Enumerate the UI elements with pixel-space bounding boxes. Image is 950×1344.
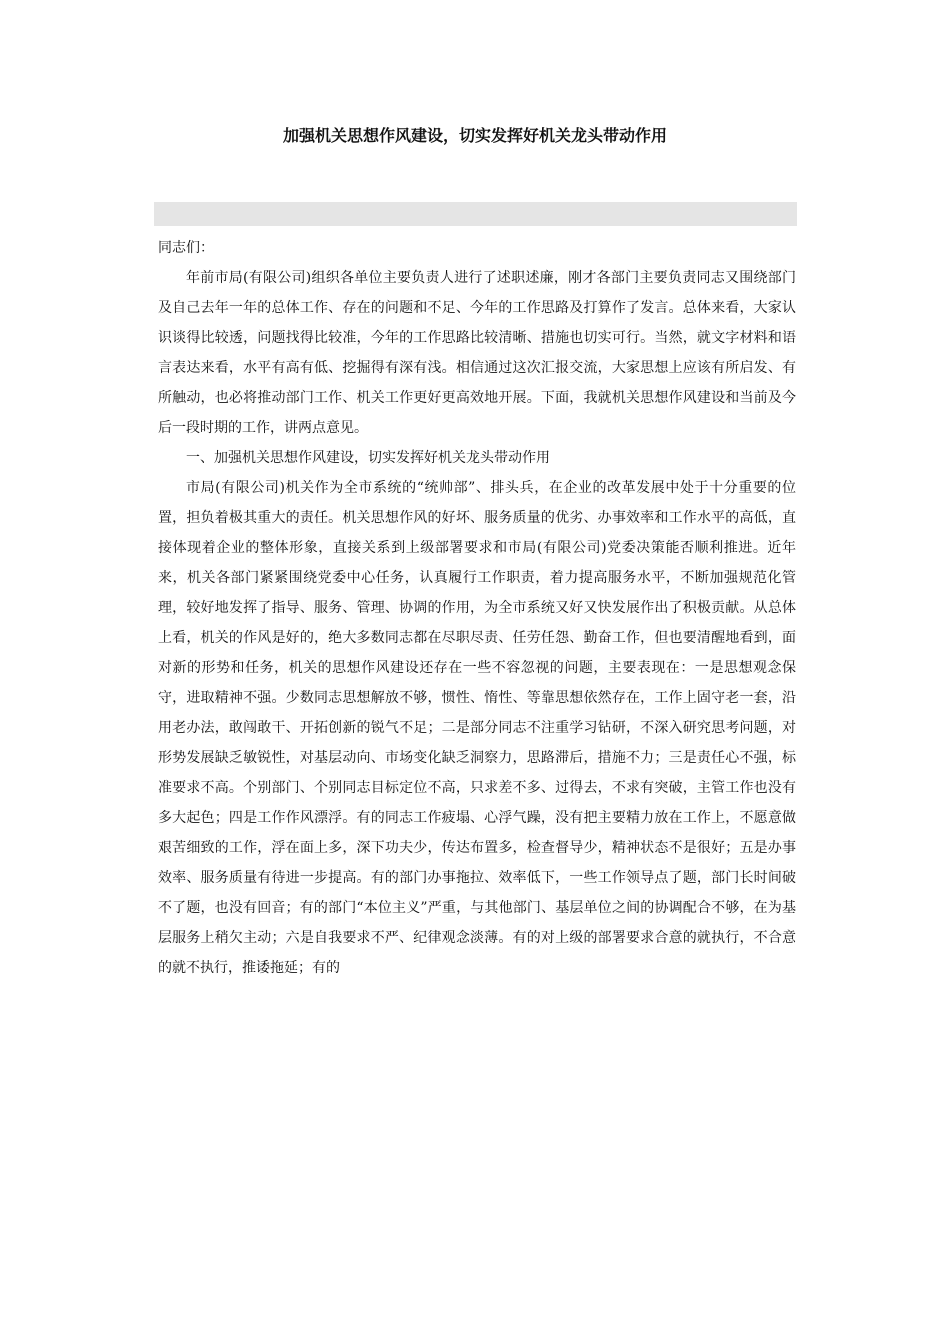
paragraph-intro: 年前市局(有限公司)组织各单位主要负责人进行了述职述廉，刚才各部门主要负责同志又围绕部门及自己去年一年的总体工作、存在的问题和不足、今年的工作思路及打算作了发言。总体来看，大家认识谈得比较透，问题找得比较准，今年的工作思路比较清晰、措施也切实可行。当然，就文字材料和语言表达来看，水平有高有低、挖掘得有深有浅。相信通过这次汇报交流，大家思想上应该有所启发、有所触动，也必将推动部门工作、机关工作更好更高效地开展。下面，我就机关思想作风建设和当前及今后一段时期的工作，讲两点意见。 [158, 270, 796, 436]
paragraph-section-1: 市局(有限公司)机关作为全市系统的“统帅部”、排头兵，在企业的改革发展中处于十分重要的位置，担负着极其重大的责任。机关思想作风的好坏、服务质量的优劣、办事效率和工作水平的高低，直接体现着企业的整体形象，直接关系到上级部署要求和市局(有限公司)党委决策能否顺利推进。近年来，机关各部门紧紧围绕党委中心任务，认真履行工作职责，着力提高服务水平，不断加强规范化管理，较好地发挥了指导、服务、管理、协调的作用，为全市系统又好又快发展作出了积极贡献。从总体上看，机关的作风是好的，绝大多数同志都在尽职尽责、任劳任怨、勤奋工作，但也要清醒地看到，面对新的形势和任务，机关的思想作风建设还存在一些不容忽视的问题，主要表现在：一是思想观念保守，进取精神不强。少数同志思想解放不够，惯性、惰性、等靠思想依然存在，工作上固守老一套，沿用老办法，敢闯敢干、开拓创新的锐气不足；二是部分同志不注重学习钻研，不深入研究思考问题，对形势发展缺乏敏锐性，对基层动向、市场变化缺乏洞察力，思路滞后，措施不力；三是责任心不强，标准要求不高。个别部门、个别同志目标定位不高，只求差不多、过得去，不求有突破，主管工作也没有多大起色；四是工作作风漂浮。有的同志工作疲塌、心浮气躁，没有把主要精力放在工作上，不愿意做艰苦细致的工作，浮在面上多，深下功夫少，传达布置多，检查督导少，精神状态不是很好；五是办事效率、服务质量有待进一步提高。有的部门办事拖拉、效率低下，一些工作领导点了题，部门长时间破不了题，也没有回音；有的部门“本位主义”严重，与其他部门、基层单位之间的协调配合不够，在为基层服务上稍欠主动；六是自我要求不严、纪律观念淡薄。有的对上级的部署要求合意的就执行，不合意的就不执行，推诿拖延；有的 [158, 480, 796, 976]
salutation: 同志们： [158, 240, 214, 256]
document-body [158, 233, 796, 983]
section-heading-1: 一、加强机关思想作风建设，切实发挥好机关龙头带动作用 [186, 450, 550, 466]
document-title: 加强机关思想作风建设，切实发挥好机关龙头带动作用 [282, 126, 667, 145]
gray-divider-bar [154, 202, 797, 226]
